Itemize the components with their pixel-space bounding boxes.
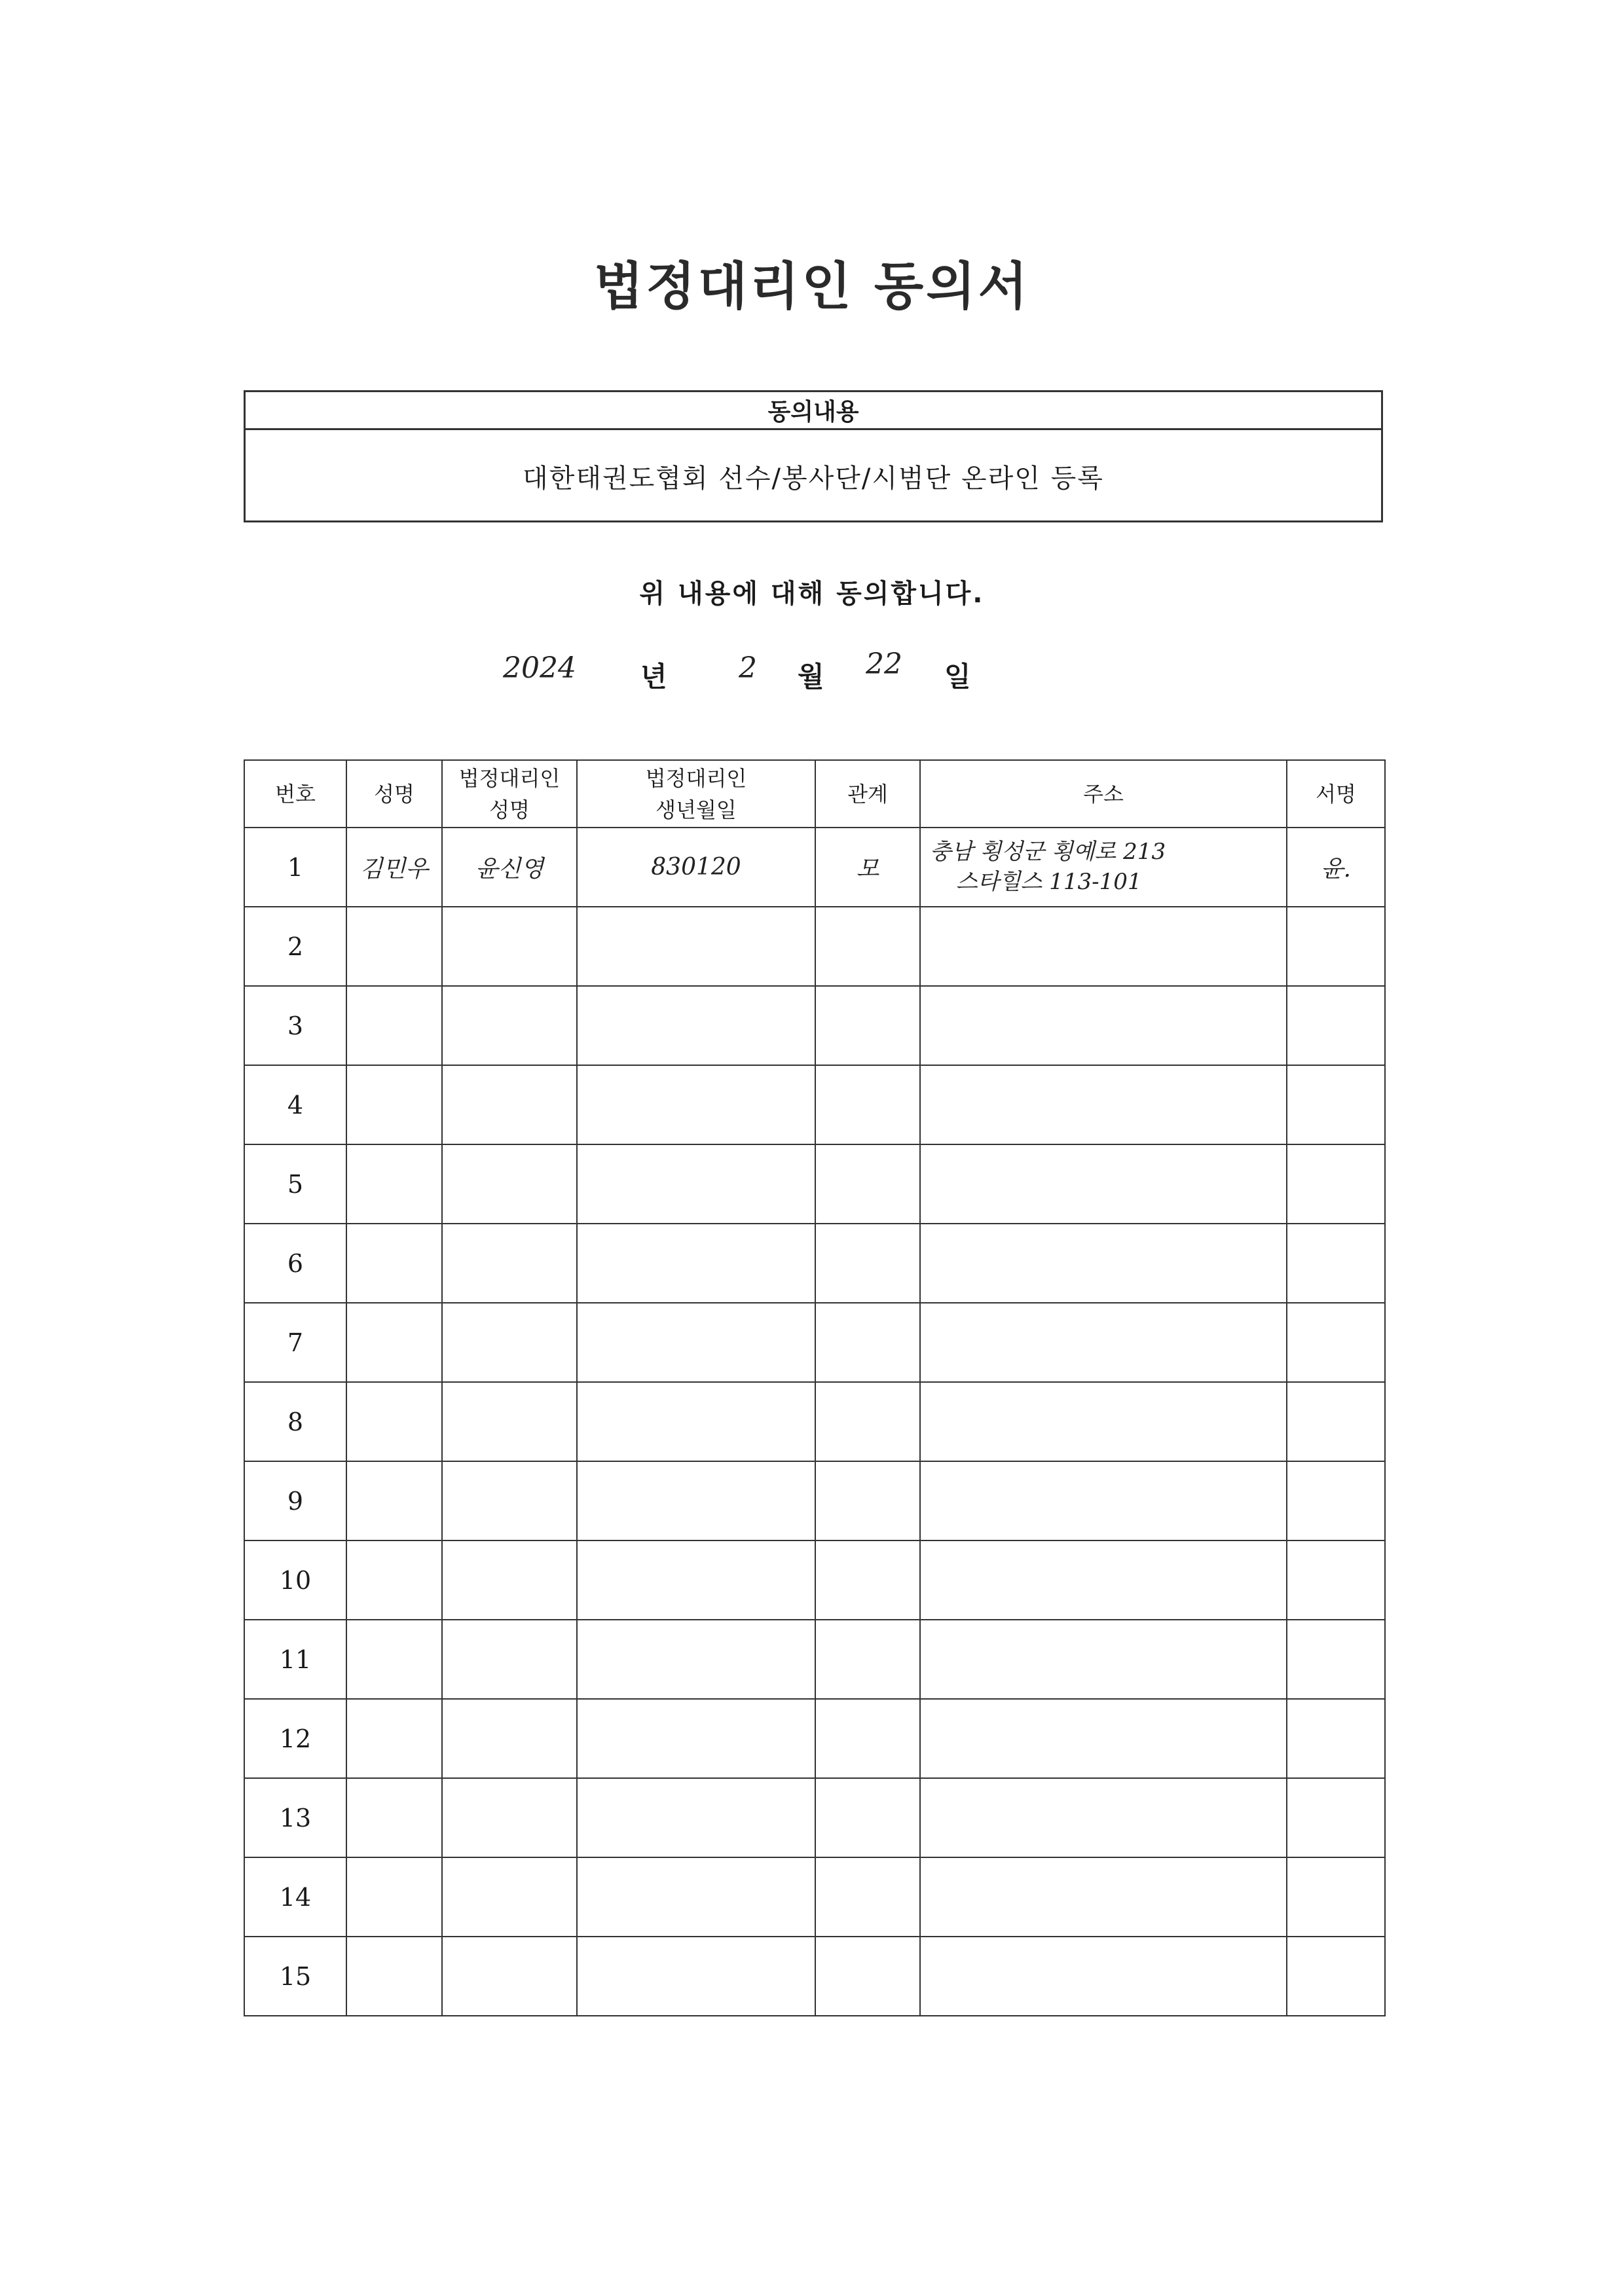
- cell-no-value: 10: [279, 1565, 312, 1595]
- header-name: 성명: [346, 760, 442, 828]
- table-row: [244, 1461, 1385, 1540]
- cell-guardian-birth: [577, 1224, 815, 1303]
- cell-address: [920, 1144, 1287, 1224]
- cell-signature: [1287, 1144, 1385, 1224]
- cell-relation: [815, 1857, 920, 1937]
- date-line: [0, 647, 1624, 704]
- cell-no: [244, 1937, 346, 2016]
- date-month: 2: [739, 651, 757, 685]
- cell-name: [346, 1303, 442, 1382]
- cell-guardian-birth-value: 830120: [651, 854, 741, 881]
- cell-relation: [815, 1303, 920, 1382]
- cell-no: [244, 1620, 346, 1699]
- cell-guardian-name: [442, 1937, 577, 2016]
- cell-guardian-birth: [577, 1382, 815, 1461]
- cell-guardian-birth: [577, 1065, 815, 1144]
- cell-no-value: 13: [279, 1803, 312, 1832]
- cell-name: [346, 1620, 442, 1699]
- header-address: 주소: [920, 760, 1287, 828]
- cell-signature: [1287, 1620, 1385, 1699]
- cell-signature: [1287, 1937, 1385, 2016]
- cell-address: [920, 1857, 1287, 1937]
- cell-relation: [815, 1382, 920, 1461]
- table-row: [244, 1699, 1385, 1778]
- cell-no: [244, 828, 346, 907]
- cell-guardian-name: [442, 1382, 577, 1461]
- table-row: [244, 1144, 1385, 1224]
- cell-guardian-birth: [577, 1540, 815, 1620]
- cell-guardian-name: [442, 1857, 577, 1937]
- cell-address: [920, 828, 1287, 907]
- cell-no: [244, 1540, 346, 1620]
- consent-content: 대한태권도협회 선수/봉사단/시범단 온라인 등록: [523, 464, 1104, 494]
- cell-no: [244, 1461, 346, 1540]
- cell-address: [920, 1224, 1287, 1303]
- header-guardian-name: 법정대리인 성명: [442, 760, 577, 828]
- cell-guardian-name: [442, 1620, 577, 1699]
- cell-no-value: 6: [287, 1248, 304, 1278]
- cell-no: [244, 986, 346, 1065]
- page-title: 법정대리인 동의서: [594, 257, 1030, 316]
- cell-guardian-name: [442, 1303, 577, 1382]
- cell-guardian-birth: [577, 828, 815, 907]
- cell-signature: [1287, 986, 1385, 1065]
- cell-relation: [815, 1937, 920, 2016]
- cell-guardian-name: [442, 1461, 577, 1540]
- cell-guardian-birth: [577, 1461, 815, 1540]
- address-line-2: 스타힐스 113-101: [956, 868, 1142, 895]
- cell-no-value: 11: [279, 1645, 312, 1674]
- table-row: [244, 986, 1385, 1065]
- cell-no: [244, 907, 346, 986]
- cell-no-value: 2: [287, 932, 304, 961]
- cell-address: [920, 1699, 1287, 1778]
- cell-guardian-birth: [577, 1857, 815, 1937]
- consent-box: [244, 390, 1383, 522]
- table-row: [244, 1382, 1385, 1461]
- cell-guardian-name: [442, 986, 577, 1065]
- cell-name: [346, 828, 442, 907]
- table-row: [244, 1620, 1385, 1699]
- date-year-unit: 년: [640, 661, 667, 693]
- cell-address: [920, 1540, 1287, 1620]
- cell-signature: [1287, 1699, 1385, 1778]
- cell-no-value: 12: [279, 1724, 312, 1753]
- address-line-1: 충남 횡성군 횡예로 213: [930, 838, 1166, 865]
- cell-guardian-birth: [577, 1778, 815, 1857]
- cell-relation: [815, 1144, 920, 1224]
- cell-no-value: 7: [287, 1328, 304, 1357]
- cell-relation: [815, 1540, 920, 1620]
- cell-relation: [815, 907, 920, 986]
- cell-name: [346, 1382, 442, 1461]
- cell-guardian-name-value: 윤신영: [475, 856, 544, 883]
- cell-guardian-name: [442, 1540, 577, 1620]
- table-row: [244, 828, 1385, 907]
- cell-no-value: 15: [279, 1961, 312, 1991]
- cell-relation: [815, 986, 920, 1065]
- cell-no-value: 8: [287, 1407, 304, 1436]
- cell-relation: [815, 1461, 920, 1540]
- cell-guardian-name: [442, 1778, 577, 1857]
- guardian-table-wrapper: [244, 759, 1386, 2016]
- cell-no-value: 9: [287, 1486, 304, 1516]
- cell-guardian-birth: [577, 986, 815, 1065]
- table-row: [244, 1857, 1385, 1937]
- header-signature: 서명: [1287, 760, 1385, 828]
- date-month-unit: 월: [798, 661, 824, 693]
- cell-address: [920, 1461, 1287, 1540]
- cell-name: [346, 1857, 442, 1937]
- cell-no: [244, 1144, 346, 1224]
- cell-relation: [815, 828, 920, 907]
- cell-no-value: 4: [287, 1090, 304, 1120]
- header-guardian-birth: 법정대리인 생년월일: [577, 760, 815, 828]
- cell-signature: [1287, 1778, 1385, 1857]
- cell-no: [244, 1778, 346, 1857]
- cell-guardian-name: [442, 1144, 577, 1224]
- cell-name: [346, 1144, 442, 1224]
- cell-relation: [815, 1224, 920, 1303]
- cell-name-value: 김민우: [360, 856, 429, 883]
- cell-address: [920, 986, 1287, 1065]
- cell-guardian-birth: [577, 1620, 815, 1699]
- cell-name: [346, 1461, 442, 1540]
- cell-address: [920, 907, 1287, 986]
- cell-signature: [1287, 1857, 1385, 1937]
- cell-address: [920, 1778, 1287, 1857]
- table-row: [244, 1540, 1385, 1620]
- cell-no: [244, 1224, 346, 1303]
- cell-no: [244, 1857, 346, 1937]
- cell-no-value: 14: [279, 1882, 312, 1912]
- table-row: [244, 907, 1385, 986]
- cell-relation: [815, 1778, 920, 1857]
- cell-signature: [1287, 1382, 1385, 1461]
- cell-signature: [1287, 1224, 1385, 1303]
- date-year: 2024: [503, 651, 576, 685]
- cell-guardian-birth: [577, 1144, 815, 1224]
- cell-guardian-birth: [577, 1303, 815, 1382]
- cell-guardian-name: [442, 1699, 577, 1778]
- cell-name: [346, 907, 442, 986]
- cell-name: [346, 1540, 442, 1620]
- cell-no: [244, 1065, 346, 1144]
- cell-name: [346, 1699, 442, 1778]
- cell-address: [920, 1937, 1287, 2016]
- cell-no-value: 3: [287, 1011, 304, 1040]
- cell-no-value: 5: [287, 1169, 304, 1199]
- cell-signature: [1287, 1065, 1385, 1144]
- cell-guardian-birth: [577, 907, 815, 986]
- cell-relation: [815, 1065, 920, 1144]
- cell-no: [244, 1382, 346, 1461]
- cell-guardian-birth: [577, 1699, 815, 1778]
- cell-signature: [1287, 907, 1385, 986]
- cell-address: [920, 1620, 1287, 1699]
- date-day: 22: [866, 647, 902, 681]
- cell-signature: [1287, 1461, 1385, 1540]
- cell-signature: [1287, 1540, 1385, 1620]
- table-row: [244, 1224, 1385, 1303]
- cell-no: [244, 1699, 346, 1778]
- cell-relation-value: 모: [856, 856, 879, 883]
- cell-address: [920, 1065, 1287, 1144]
- cell-no-value: 1: [287, 852, 304, 882]
- cell-guardian-birth: [577, 1937, 815, 2016]
- cell-signature: [1287, 1303, 1385, 1382]
- cell-guardian-name: [442, 1224, 577, 1303]
- agree-statement: 위 내용에 대해 동의합니다.: [639, 579, 985, 609]
- cell-relation: [815, 1699, 920, 1778]
- cell-name: [346, 1778, 442, 1857]
- header-no: 번호: [244, 760, 346, 828]
- table-row: [244, 1778, 1385, 1857]
- cell-name: [346, 1065, 442, 1144]
- cell-guardian-name: [442, 907, 577, 986]
- date-day-unit: 일: [944, 661, 971, 693]
- guardian-table: [244, 759, 1386, 2016]
- cell-address: [920, 1382, 1287, 1461]
- cell-name: [346, 1937, 442, 2016]
- cell-guardian-name: [442, 828, 577, 907]
- cell-signature-value: 윤.: [1320, 856, 1352, 883]
- cell-address: [920, 1303, 1287, 1382]
- table-header-row: [244, 760, 1385, 828]
- consent-header: 동의내용: [246, 392, 1381, 430]
- header-relation: 관계: [815, 760, 920, 828]
- cell-relation: [815, 1620, 920, 1699]
- cell-guardian-name: [442, 1065, 577, 1144]
- cell-signature: [1287, 828, 1385, 907]
- table-row: [244, 1065, 1385, 1144]
- cell-no: [244, 1303, 346, 1382]
- cell-name: [346, 986, 442, 1065]
- table-row: [244, 1303, 1385, 1382]
- table-row: [244, 1937, 1385, 2016]
- cell-name: [346, 1224, 442, 1303]
